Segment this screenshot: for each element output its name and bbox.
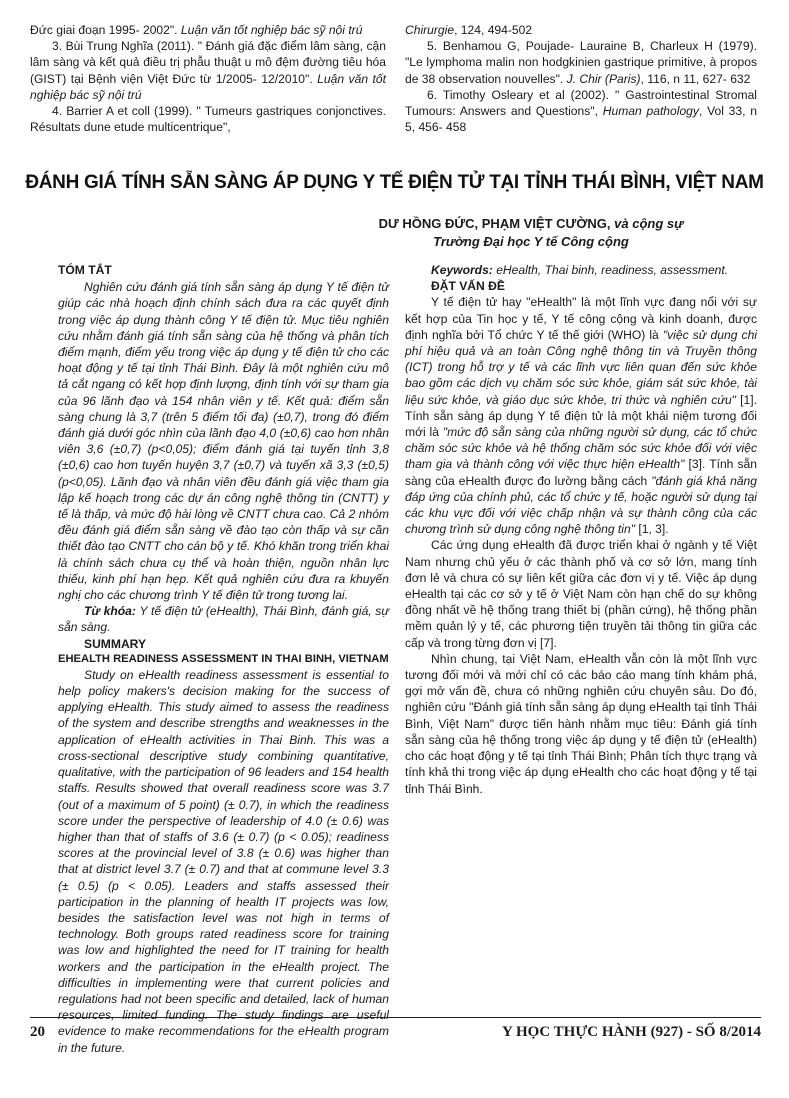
intro-paragraph-3: Nhìn chung, tại Việt Nam, eHealth vẫn còn là một lĩnh vực tương đối mới và mới chỉ có các báo cáo mang tính khám phá, gợi mở vấn đề, chưa có những nghiên cứu chuyên sâu. Do đó, nghiên cứu "Đánh giá tính sẵn sàng áp dụng eHealth tại tỉnh Thái Bình, Việt Nam" được tiến hành nhằm mục tiêu: Đánh giá tính sẵn sàng của hệ thống trong việc áp dụng y tế điện tử (eHealth) cho các hoạt động y tế tại tỉnh Thái Bình; Phân tích thực trạng và tính khả thi trong việc áp dụng eHealth cho các hoạt động y tế tại tỉnh Thái Bình.	[405, 651, 757, 796]
intro-paragraph-2: Các ứng dụng eHealth đã được triển khai ở ngành y tế Việt Nam nhưng chủ yếu ở các thành phố và cơ sở lớn, mang tính đơn lẻ và chưa có sự liên kết giữa các đơn vị y tế. Việc áp dụng eHealth tại các cơ sở y tế ở Việt Nam còn hạn chế do sự không đồng nhất về hệ thống trang thiết bị (phần cứng), hệ thống phần mềm quản lý y tế, các phương tiện truyền tải thông tin giữa các cấp và trong từng đơn vị [7].	[405, 538, 757, 650]
reference-source: J. Chir (Paris)	[566, 71, 641, 86]
keywords-en	[405, 262, 757, 278]
reference-text: , 116, n 11, 627- 632	[640, 71, 751, 86]
keywords-label: Từ khóa:	[84, 604, 136, 619]
intro-paragraph-1	[405, 294, 757, 537]
intro-column	[405, 262, 757, 797]
summary-heading: SUMMARY	[84, 636, 147, 651]
keywords-text: Y tế điện tử (eHealth), Thái Bình, đánh giá, sự sẵn sàng.	[58, 604, 389, 635]
keywords-label: Keywords:	[431, 263, 493, 277]
intro-text: [1]. Tính sẵn sàng áp dụng Y tế điện tử là một khái niệm tương đối mới là	[405, 392, 757, 440]
references-right	[405, 22, 757, 135]
summary-body: Study on eHealth readiness assessment is essential to help policy makers's decision making for the success of applying eHealth. This study aimed to assess the readiness of the system and describe strengths and weaknesses in the application of eHealth activities in Thai Binh. This was a cross-sectional descriptive study combining quantitative, qualitative, with the participation of 96 leaders and 154 health staffs. Results showed that overall readiness score was 3.7 (out of a maximum of 5 point) (± 0.7), in which the readiness score under the perspective of leadership of 4.0 (± 0.6) was higher than that of staffs of 3.6 (± 0.7) (p < 0.05); readiness scores at the provincial level of 3.8 (± 0.6) was higher than that at district level 3.7 (± 0.7) and that at commune level 3.3 (± 0.5) (p < 0.05). Leaders and staffs assessed their participation in the planning of health IT projects was low, besides the satisfaction level was not high in terms of technology. Both groups rated readiness score for training was low and highlighted the need for IT training for health workers and the participation in the eHealth project. The difficulties in implementing were that current policies and regulations had not been specific and detailed, lack of human resources, limited funding. The study findings are useful evidence to make recommendations for the eHealth program in the future.	[58, 667, 389, 1055]
journal-name: Y HỌC THỰC HÀNH (927) - SỐ 8/2014	[501, 1024, 761, 1040]
author-names: DƯ HỒNG ĐỨC, PHẠM VIỆT CƯỜNG,	[378, 216, 611, 231]
author-institution: Trường Đại học Y tế Công cộng	[433, 234, 629, 249]
article-title: ĐÁNH GIÁ TÍNH SẴN SÀNG ÁP DỤNG Y TẾ ĐIỆN TỬ TẠI TỈNH THÁI BÌNH, VIỆT NAM	[25, 172, 764, 193]
intro-quote: "mức độ sẵn sàng của những người sử dụng, các tổ chức chăm sóc sức khỏe và hệ thống chăm sóc sức khỏe đối với việc tham gia và thành công với việc thực hiện eHealth"	[405, 425, 757, 472]
intro-heading: ĐẶT VẤN ĐỀ	[431, 279, 505, 294]
keywords-vi	[58, 603, 389, 635]
summary-title: EHEALTH READINESS ASSESSMENT IN THAI BINH, VIETNAM	[58, 652, 389, 665]
reference-source: Luận văn tốt nghiệp bác sỹ nội trú	[180, 23, 363, 37]
reference-text: Đức giai đoạn 1995- 2002".	[30, 23, 181, 37]
author-line	[311, 215, 751, 233]
reference-5	[405, 38, 757, 87]
reference-source: Chirurgie	[405, 23, 455, 37]
references-left	[30, 22, 386, 135]
reference-4	[30, 103, 386, 135]
page-footer	[30, 1017, 761, 1040]
intro-text: [3]. Tính sẵn sàng của eHealth được đo lường bằng cách	[405, 457, 757, 488]
reference-continued	[30, 22, 386, 38]
intro-quote: "đánh giá khả năng đáp ứng của chính phủ, các tổ chức y tế, hoặc người sử dụng tại các khu vực đối với việc chấp nhận và sự thành công của các chương trình sử dụng công nghệ thông tin"	[405, 473, 757, 537]
intro-text: [1, 3].	[635, 522, 669, 537]
intro-quote: "việc sử dụng chi phí hiệu quả và an toàn Công nghệ thông tin và Truyền thông (ICT) trong hỗ trợ y tế và các lĩnh vực liên quan đến sức khỏe bao gồm các dịch vụ chăm sóc sức khỏe, giám sát sức khỏe, tài liệu sức khỏe, và giáo dục sức khỏe, tri thức và nghiên cứu"	[405, 327, 757, 407]
reference-source: Human pathology	[602, 104, 699, 119]
reference-source: Luận văn tốt nghiệp bác sỹ nội trú	[30, 71, 386, 102]
author-suffix: và cộng sự	[614, 216, 684, 231]
reference-text: , Vol 33, n 5, 456- 458	[405, 104, 757, 135]
reference-3	[30, 38, 386, 103]
intro-text: Y tế điện tử hay "eHealth" là một lĩnh vực đang nổi với sự kết hợp của Tin học y tế, Y tế công cộng và kinh doanh, được định nghĩa bởi Tổ chức Y tế thế giới (WHO) là	[405, 295, 757, 342]
keywords-text: eHealth, Thai binh, readiness, assessment.	[496, 263, 729, 277]
reference-text: 5. Benhamou G, Poujade- Lauraine B, Charleux H (1979). "Le lymphoma malin non hodgkinien gastrique primitive, à propos de 38 observation nouvelles".	[405, 39, 757, 86]
reference-text: 3. Bùi Trung Nghĩa (2011). " Đánh giá đặc điểm lâm sàng, cận lâm sàng và kết quả điều trị phẫu thuật u mô đệm đường tiêu hóa (GIST) tại Bệnh viện Việt Đức từ 1/2005- 12/2010".	[30, 39, 386, 86]
abstract-body: Nghiên cứu đánh giá tính sẵn sàng áp dụng Y tế điện tử giúp các nhà hoạch định chính sách đưa ra các quyết định trong việc áp dụng thành công Y tế điện tử. Mục tiêu nghiên cứu nhằm đánh giá tính sẵn sàng của hệ thống và phân tích điểm mạnh, điểm yếu trong việc áp dụng y tế điện tử cho các hoạt động y tế tại tỉnh Thái Bình. Đây là một nghiên cứu mô tả cắt ngang có kết hợp định lượng, định tính với sự tham gia của 96 lãnh đạo và 154 nhân viên y tế. Kết quả: điểm sẵn sàng chung là 3,7 (trên 5 điểm tối đa) (±0,7), trong đó điểm đánh giá dưới góc nhìn của lãnh đạo 4,0 (±0,6) cao hơn nhân viên 3,6 (±0,7) (p<0,05); điểm đánh giá tại tuyến tỉnh 3,8 (±0,6) cao hơn tuyến huyện 3,7 (±0,7) và tuyến xã 3,3 (±0,5) (p<0,05). Lãnh đạo và nhân viên đều đánh giá việc tham gia lập kế hoạch trong các dự án công nghệ thông tin (CNTT) y tế là thấp, và mức độ hài lòng về CNTT chưa cao. Cả 2 nhóm đều đánh giá điểm sẵn sàng về đào tạo còn thấp và sự cần thiết đào tạo CNTT cho cán bộ y tế. Khó khăn trong triển khai là chính sách chưa cụ thể và hoàn thiện, nguồn nhân lực thiếu, kinh phí hạn hẹp. Kết quả nghiên cứu đưa ra khuyến nghị cho các chương trình Y tế điện tử trong tương lai.	[58, 280, 389, 603]
author-block	[311, 215, 751, 251]
abstract-column	[58, 262, 389, 1056]
abstract-heading: TÓM TẮT	[58, 263, 112, 277]
reference-6	[405, 87, 757, 136]
reference-text: 4. Barrier A et coll (1999). " Tumeurs gastriques conjonctives. Résultats dune etude multicentrique",	[30, 104, 386, 135]
page-number: 20	[30, 1024, 45, 1040]
reference-4-continued	[405, 22, 757, 38]
reference-text: 6. Timothy Osleary et al (2002). " Gastrointestinal Stromal Tumours: Answers and Questions",	[405, 87, 757, 119]
reference-text: , 124, 494-502	[454, 23, 533, 37]
